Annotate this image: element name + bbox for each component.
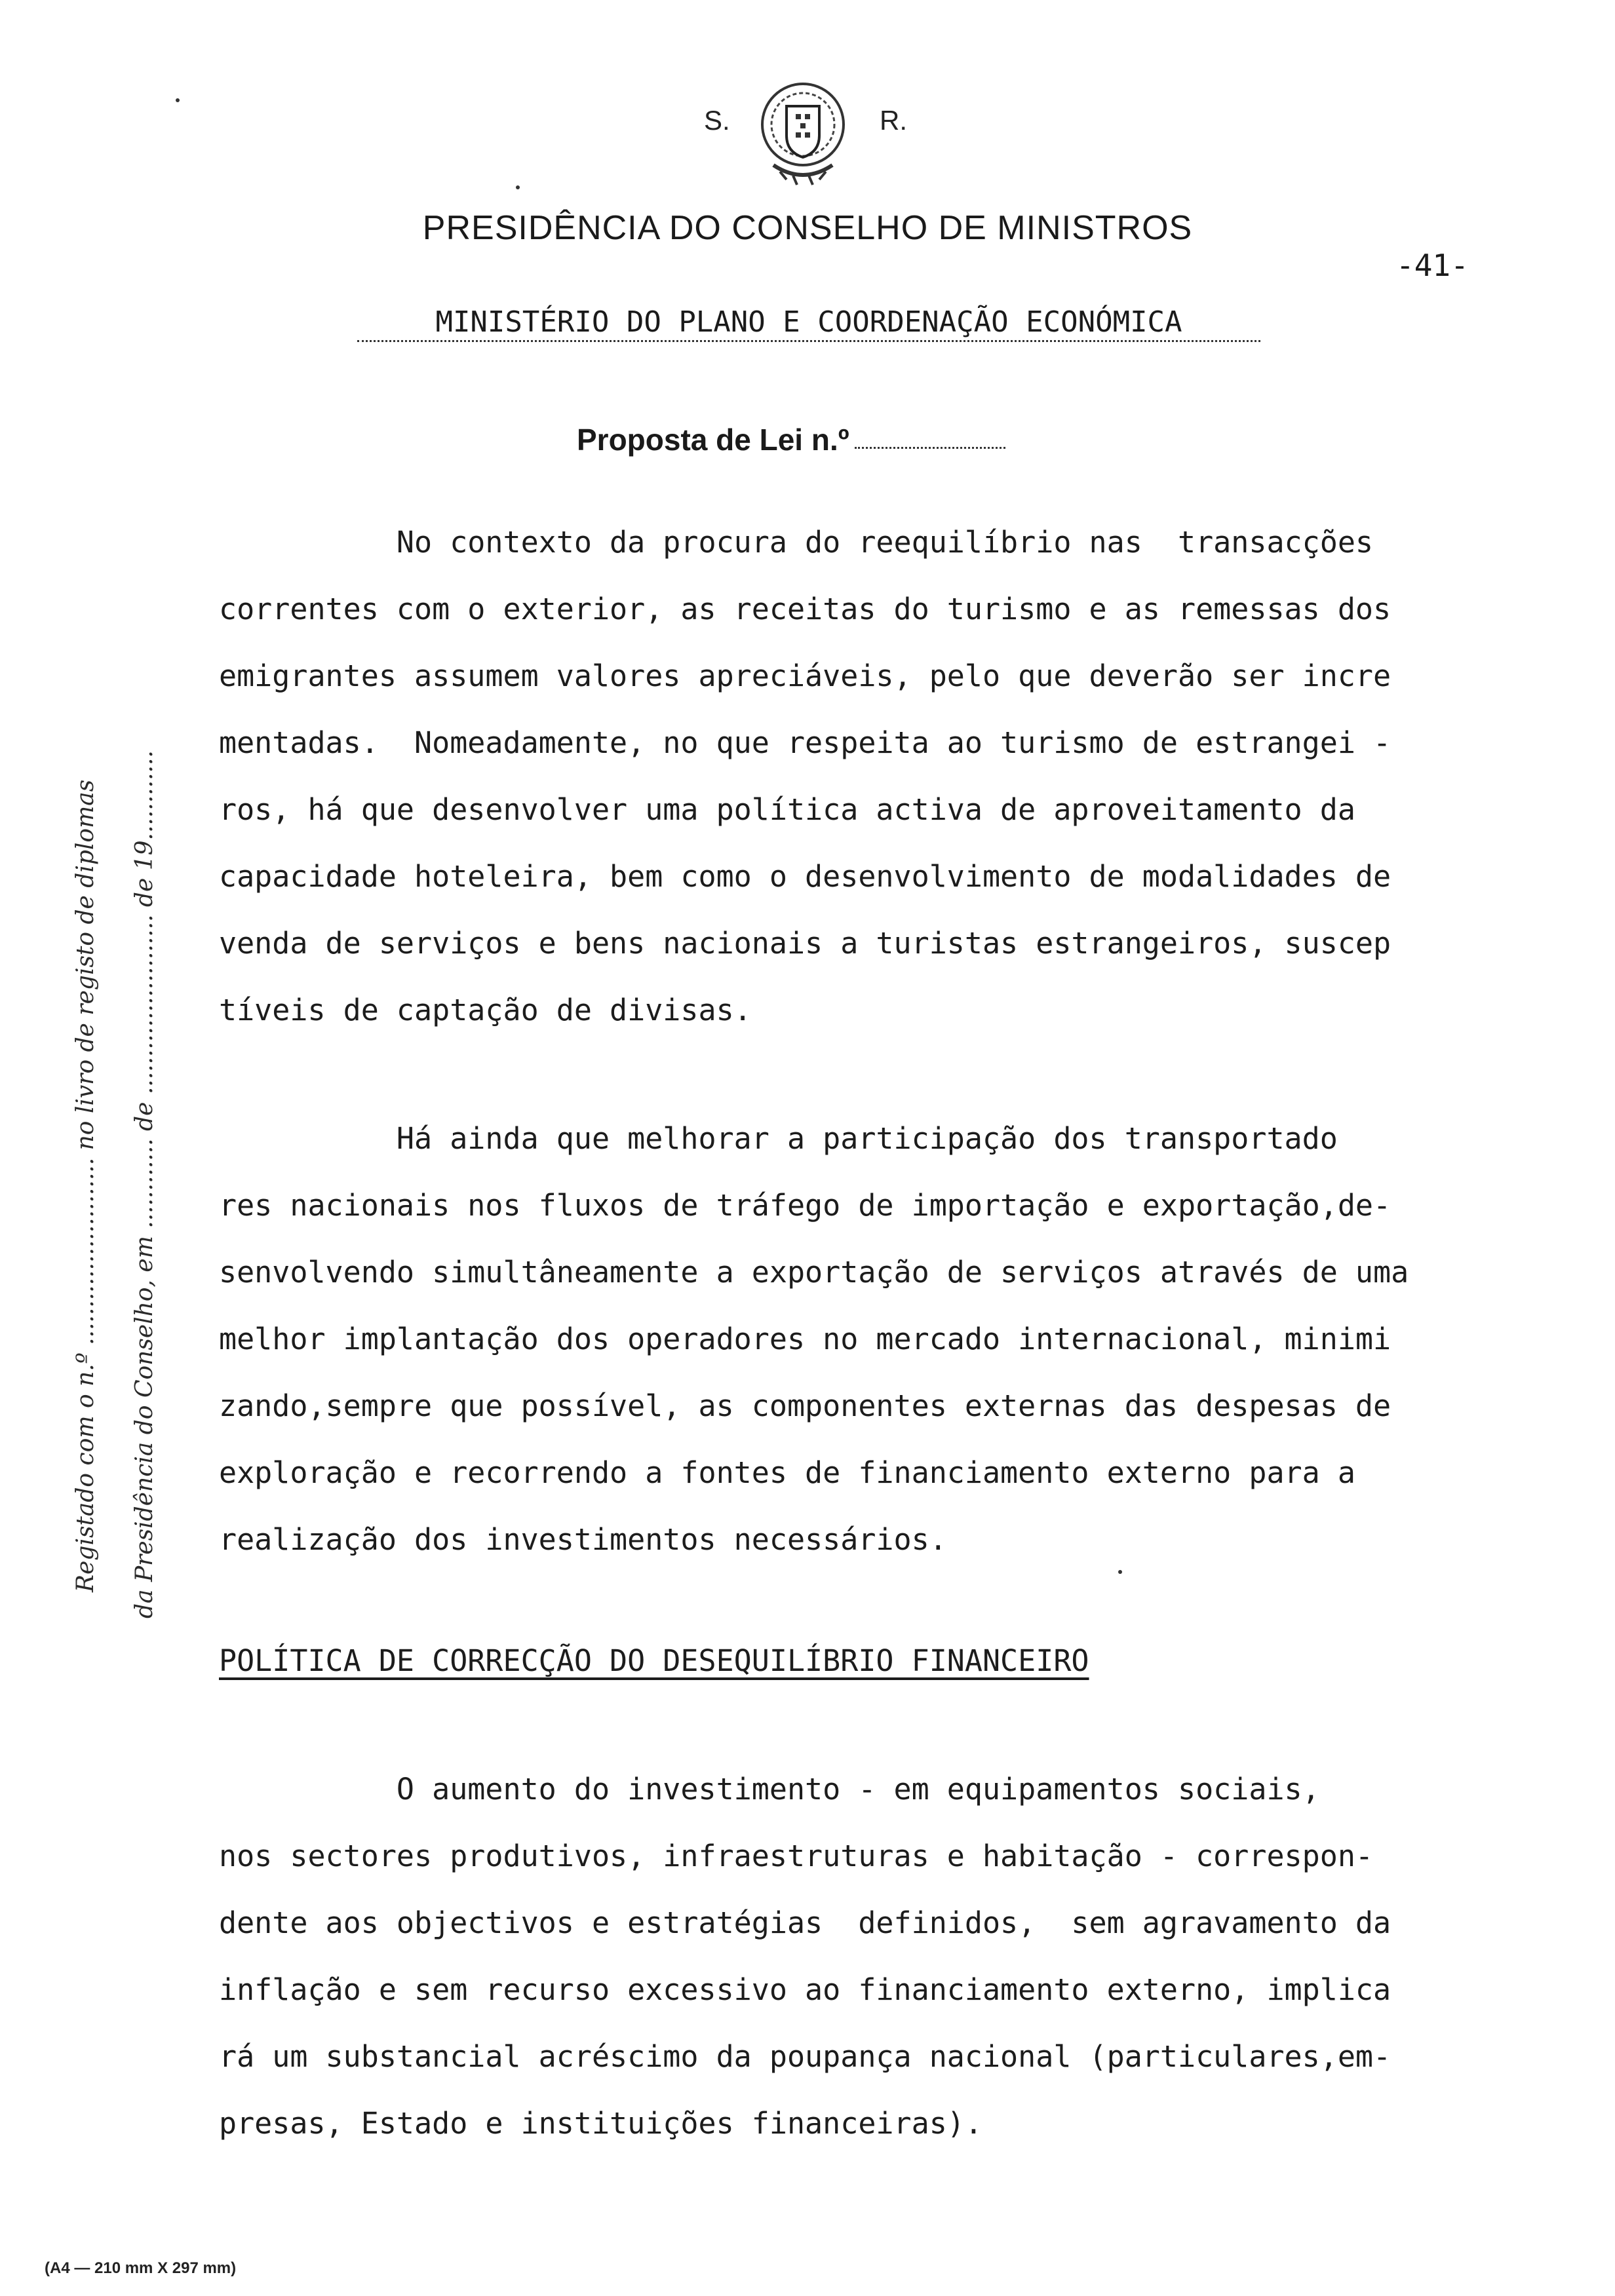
proposta-de-lei-label: [577, 422, 1005, 457]
ministerio-heading: MINISTÉRIO DO PLANO E COORDENAÇÃO ECONÓMICA: [357, 305, 1260, 342]
text-line: venda de serviços e bens nacionais a turistas estrangeiros, suscep: [219, 926, 1391, 961]
text-line: zando,sempre que possível, as componentes externas das despesas de: [219, 1388, 1391, 1423]
text-line: Há ainda que melhorar a participação dos transportado: [219, 1121, 1338, 1156]
text-line: res nacionais nos fluxos de tráfego de importação e exportação,de-: [219, 1188, 1391, 1223]
text-line: ros, há que desenvolver uma política activa de aproveitamento da: [219, 792, 1355, 827]
text-line: melhor implantação dos operadores no mercado internacional, minimi: [219, 1322, 1391, 1356]
margin-presidencia-line: da Presidência do Conselho, em ............ de ........................ de 19............: [131, 750, 158, 1618]
scan-speck: [1118, 1570, 1122, 1574]
text-line: inflação e sem recurso excessivo ao financiamento externo, implica: [219, 1972, 1391, 2007]
paper-size-footer: (A4 — 210 mm X 297 mm): [45, 2259, 237, 2277]
scan-speck: [176, 98, 180, 102]
text-line: nos sectores produtivos, infraestruturas e habitação - correspon-: [219, 1839, 1373, 1873]
text-line: dente aos objectivos e estratégias definidos, sem agravamento da: [219, 1905, 1391, 1940]
text-line: capacidade hoteleira, bem como o desenvolvimento de modalidades de: [219, 859, 1391, 894]
text-line: rá um substancial acréscimo da poupança nacional (particulares,em-: [219, 2039, 1391, 2074]
proposta-text: Proposta de Lei n.º: [577, 423, 849, 457]
presidencia-heading: PRESIDÊNCIA DO CONSELHO DE MINISTROS: [422, 209, 1193, 247]
text-line: No contexto da procura do reequilíbrio nas transacções: [219, 525, 1373, 560]
text-line: presas, Estado e instituições financeiras).: [219, 2106, 983, 2141]
text-line: correntes com o exterior, as receitas do turismo e as remessas dos: [219, 592, 1391, 626]
paragraph-transportadores: [219, 1105, 1549, 1573]
header-r-initial: R.: [880, 105, 907, 136]
text-line: senvolvendo simultâneamente a exportação de serviços através de uma: [219, 1255, 1409, 1290]
paragraph-investimento: [219, 1756, 1549, 2157]
proposta-number-blank: [855, 447, 1005, 449]
page-number: -41-: [1396, 248, 1469, 283]
scan-speck: [516, 185, 520, 189]
text-line: exploração e recorrendo a fontes de financiamento externo para a: [219, 1455, 1355, 1490]
text-line: mentadas. Nomeadamente, no que respeita ao turismo de estrangei -: [219, 725, 1391, 760]
text-line: O aumento do investimento - em equipamentos sociais,: [219, 1772, 1320, 1807]
coat-of-arms-emblem-icon: [754, 73, 852, 191]
text-line: tíveis de captação de divisas.: [219, 993, 752, 1027]
text-line: emigrantes assumem valores apreciáveis, pelo que deverão ser incre: [219, 659, 1391, 693]
text-line: realização dos investimentos necessários.: [219, 1522, 947, 1557]
margin-registo-line: Registado com o n.º ......................... no livro de registo de diplomas: [72, 779, 99, 1592]
paragraph-turismo: [219, 509, 1549, 1044]
header-s-initial: S.: [704, 105, 730, 136]
section-title: POLÍTICA DE CORRECÇÃO DO DESEQUILÍBRIO FINANCEIRO: [219, 1643, 1089, 1678]
